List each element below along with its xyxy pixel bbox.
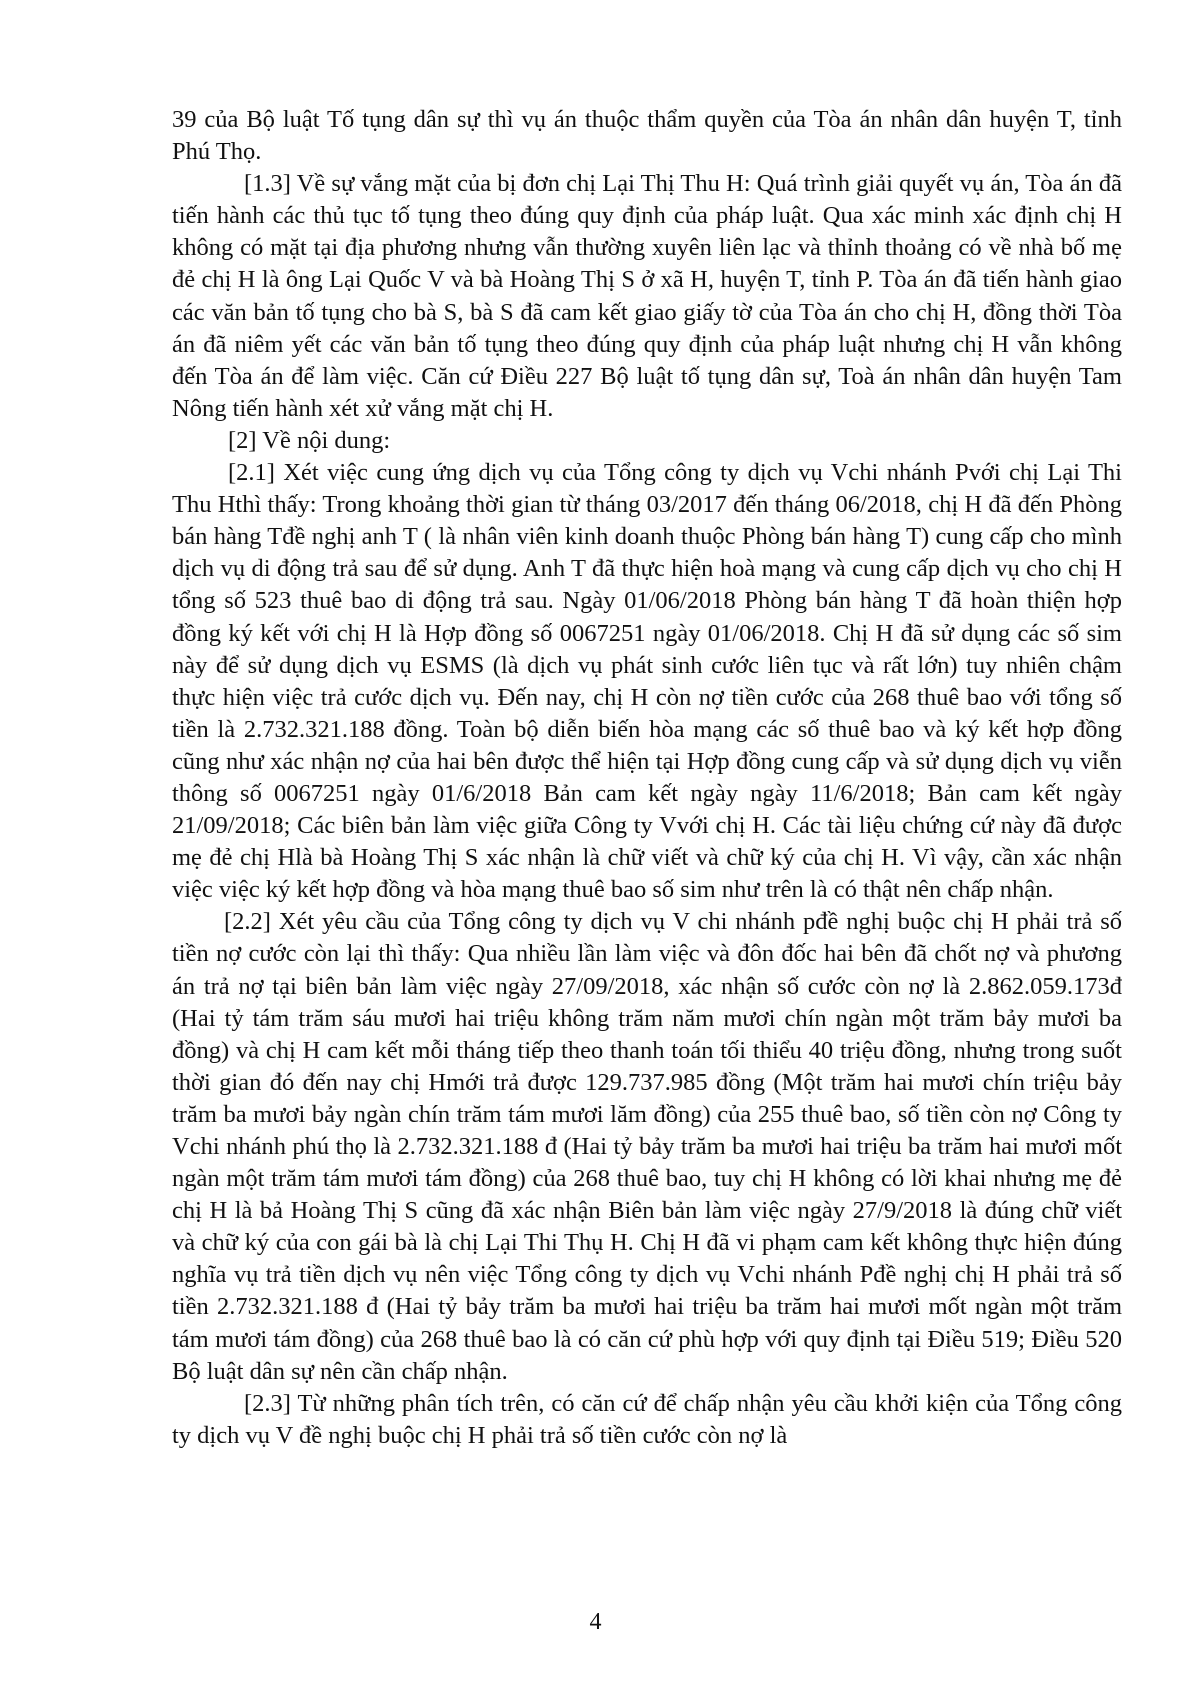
paragraph-2-1: [2.1] Xét việc cung ứng dịch vụ của Tổng công ty dịch vụ Vchi nhánh Pvới chị Lại Thi Thu Hthì thấy: Trong khoảng thời gian từ tháng 03/2017 đến tháng 06/2018, chị H đã đến Phòng bán hàng Tđề nghị anh T ( là nhân viên kinh doanh thuộc Phòng bán hàng T) cung cấp cho mình dịch vụ di động trả sau để sử dụng. Anh T đã thực hiện hoà mạng và cung cấp dịch vụ cho chị H tổng số 523 thuê bao di động trả sau. Ngày 01/06/2018 Phòng bán hàng T đã hoàn thiện hợp đồng ký kết với chị H là Hợp đồng số 0067251 ngày 01/06/2018. Chị H đã sử dụng các số sim này để sử dụng dịch vụ ESMS (là dịch vụ phát sinh cước liên tục và rất lớn) tuy nhiên chậm thực hiện việc trả cước dịch vụ. Đến nay, chị H còn nợ tiền cước của 268 thuê bao với tổng số tiền là 2.732.321.188 đồng. Toàn bộ diễn biến hòa mạng các số thuê bao và ký kết hợp đồng cũng như xác nhận nợ của hai bên được thể hiện tại Hợp đồng cung cấp và sử dụng dịch vụ viễn thông số 0067251 ngày 01/6/2018 Bản cam kết ngày ngày 11/6/2018; Bản cam kết ngày 21/09/2018; Các biên bản làm việc giữa Công ty Vvới chị H. Các tài liệu chứng cứ này đã được mẹ đẻ chị Hlà bà Hoàng Thị S xác nhận là chữ viết và chữ ký của chị H. Vì vậy, cần xác nhận việc việc ký kết hợp đồng và hòa mạng thuê bao số sim như trên là có thật nên chấp nhận. (172, 459, 1122, 904)
document-body (172, 104, 1122, 1452)
paragraph-1-3-absence: [1.3] Về sự vắng mặt của bị đơn chị Lại Thị Thu H: Quá trình giải quyết vụ án, Tòa án đã tiến hành các thủ tục tố tụng theo đúng quy định của pháp luật. Qua xác minh xác định chị H không có mặt tại địa phương nhưng vẫn thường xuyên liên lạc và thỉnh thoảng có về nhà bố mẹ đẻ chị H là ông Lại Quốc V và bà Hoàng Thị S ở xã H, huyện T, tỉnh P. Tòa án đã tiến hành giao các văn bản tố tụng cho bà S, bà S đã cam kết giao giấy tờ của Tòa án cho chị H, đồng thời Tòa án đã niêm yết các văn bản tố tụng theo đúng quy định của pháp luật nhưng chị H vẫn không đến Tòa án để làm việc. Căn cứ Điều 227 Bộ luật tố tụng dân sự, Toà án nhân dân huyện Tam Nông tiến hành xét xử vắng mặt chị H. (172, 170, 1122, 422)
paragraph-2-2: [2.2] Xét yêu cầu của Tổng công ty dịch vụ V chi nhánh pđề nghị buộc chị H phải trả số tiền nợ cước còn lại thì thấy: Qua nhiều lần làm việc và đôn đốc hai bên đã chốt nợ và phương án trả nợ tại biên bản làm việc ngày 27/09/2018, xác nhận số cước còn nợ là 2.862.059.173đ (Hai tỷ tám trăm sáu mươi hai triệu không trăm năm mươi chín ngàn một trăm bảy mươi ba đồng) và chị H cam kết mỗi tháng tiếp theo thanh toán tối thiểu 40 triệu đồng, nhưng trong suốt thời gian đó đến nay chị Hmới trả được 129.737.985 đồng (Một trăm hai mươi chín triệu bảy trăm ba mươi bảy ngàn chín trăm tám mươi lăm đồng) của 255 thuê bao, số tiền còn nợ Công ty Vchi nhánh phú thọ là 2.732.321.188 đ (Hai tỷ bảy trăm ba mươi hai triệu ba trăm hai mươi mốt ngàn một trăm tám mươi tám đồng) của 268 thuê bao, tuy chị H không có lời khai nhưng mẹ đẻ chị H là bả Hoàng Thị S cũng đã xác nhận Biên bản làm việc ngày 27/9/2018 là đúng chữ viết và chữ ký của con gái bà là chị Lại Thi Thụ H. Chị H đã vi phạm cam kết không thực hiện đúng nghĩa vụ trả tiền dịch vụ nên việc Tổng công ty dịch vụ Vchi nhánh Pđề nghị chị H phải trả số tiền 2.732.321.188 đ (Hai tỷ bảy trăm ba mươi hai triệu ba trăm hai mươi mốt ngàn một trăm tám mươi tám đồng) của 268 thuê bao là có căn cứ phù hợp với quy định tại Điều 519; Điều 520 Bộ luật dân sự nên cần chấp nhận. (172, 908, 1122, 1385)
page-number: 4 (589, 1609, 602, 1635)
paragraph-jurisdiction: 39 của Bộ luật Tố tụng dân sự thì vụ án thuộc thẩm quyền của Tòa án nhân dân huyện T, tỉnh Phú Thọ. (172, 106, 1122, 166)
paragraph-2-3: [2.3] Từ những phân tích trên, có căn cứ để chấp nhận yêu cầu khởi kiện của Tổng công ty dịch vụ V đề nghị buộc chị H phải trả số tiền cước còn nợ là (172, 1389, 1122, 1449)
paragraph-2-heading: [2] Về nội dung: (228, 426, 391, 454)
